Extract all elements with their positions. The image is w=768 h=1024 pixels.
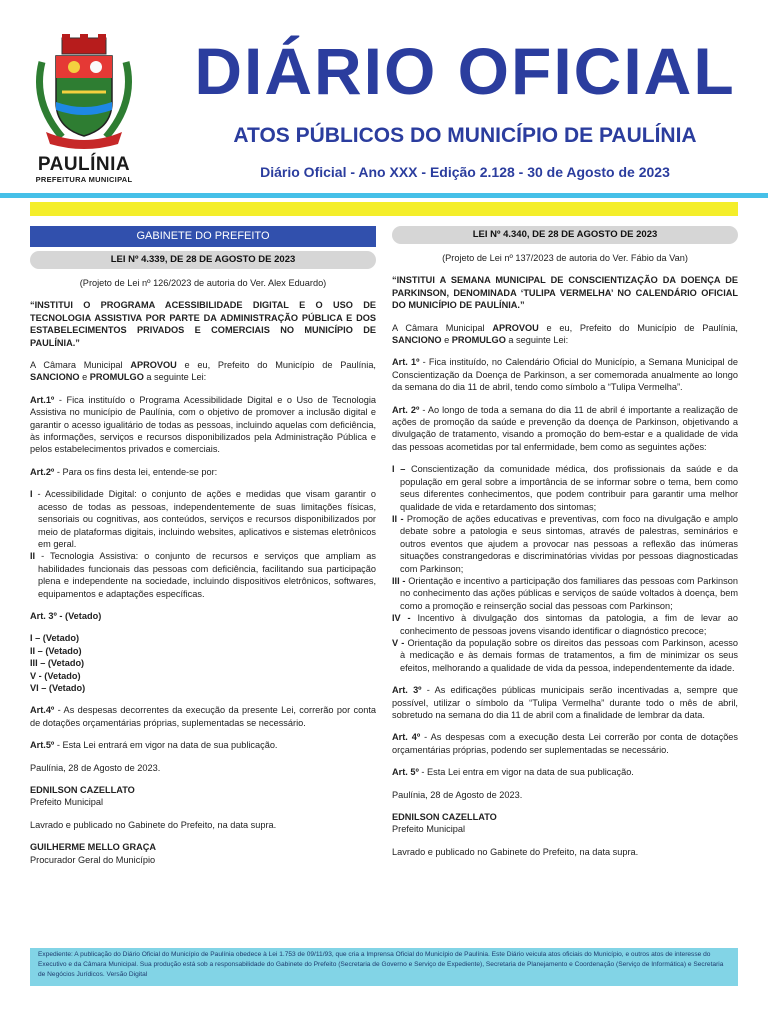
law-ementa: “INSTITUI A SEMANA MUNICIPAL DE CONSCIENTIZAÇÃO DA DOENÇA DE PARKINSON, DENOMINADA ‘TULIPA VERMELHA’ NO CALENDÁRIO OFICIAL DO MUNICÍPIO DE PAULÍNIA.” xyxy=(392,275,738,311)
law-intro: A Câmara Municipal APROVOU e eu, Prefeito do Município de Paulínia, SANCIONO e PROMULGO a seguinte Lei: xyxy=(392,322,738,346)
law-project: (Projeto de Lei nº 126/2023 de autoria do Ver. Alex Eduardo) xyxy=(79,278,327,288)
logo-subtitle: PREFEITURA MUNICIPAL xyxy=(35,175,133,184)
law-date: Paulínia, 28 de Agosto de 2023. xyxy=(392,789,523,800)
signature-mayor: EDNILSON CAZELLATO Prefeito Municipal xyxy=(30,785,135,808)
coat-of-arms-icon xyxy=(32,32,136,150)
signature-mayor: EDNILSON CAZELLATO Prefeito Municipal xyxy=(392,812,497,835)
list-item: V - Orientação da população sobre os direitos das pessoas com Parkinson, acesso à medicação e às demais formas de tratamentos, a fim de minimizar os seus efeitos, melhorando a qualidade de vida da pessoa, independentemente da idade. xyxy=(392,637,738,673)
article-3: Art. 3º - As edificações públicas municipais serão incentivadas a, sempre que possível, utilizar o símbolo da “Tulipa Vermelha” durante todo o mês de abril, sobretudo na semana do dia 11 de abril com a finalidade de lembrar da data. xyxy=(392,685,738,720)
list-item: VI – (Vetado) xyxy=(30,682,86,693)
law-title: LEI Nº 4.339, DE 28 DE AGOSTO DE 2023 xyxy=(30,251,376,269)
header-blue-stripe xyxy=(0,193,768,198)
article-3: Art. 3º - (Vetado) xyxy=(30,610,102,621)
article-5: Art. 5º - Esta Lei entra em vigor na data de sua publicação. xyxy=(392,767,634,778)
list-item: I – (Vetado) xyxy=(30,633,80,644)
expediente-footer: Expediente: A publicação do Diário Oficial do Município de Paulínia obedece à Lei 1.753 de 09/11/93, que cria a Imprensa Oficial do Município de Paulínia. Este Diário veicula atos oficiais do Município, e outros atos de interesse do Executivo e da Câmara Municipal. Sua produção está sob a responsabilidade do Gabinete do Prefeito (Secretaria de Governo e Serviço de Expediente), Secretaria de Planejamento e Coordenação (Serviço de Informática) e Secretaria de Negócios Jurídicos. Versão Digital xyxy=(30,948,738,986)
article-1: Art. 1º - Fica instituído, no Calendário Oficial do Município, a Semana Municipal de Conscientização da Doença de Parkinson, a ser comemorada anualmente ao longo da semana do dia 11 de abril, tendo como símbolo a “Tulipa Vermelha”. xyxy=(392,357,738,393)
list-item: I – Conscientização da comunidade médica, dos profissionais da saúde e da população em geral sobre a importância de se informar sobre o tema, bem como seus diferentes conhecimentos, que podem contribuir para garantir uma melhor qualidade de vida e retardamento dos sintomas; xyxy=(392,464,739,512)
publication-note: Lavrado e publicado no Gabinete do Prefeito, na data supra. xyxy=(30,819,277,830)
left-column xyxy=(30,226,376,876)
law-title: LEI Nº 4.340, DE 28 DE AGOSTO DE 2023 xyxy=(392,226,738,244)
publication-title: DIÁRIO OFICIAL xyxy=(194,34,736,108)
article-1: Art.1º - Fica instituído o Programa Acessibilidade Digital e o Uso de Tecnologia Assistiva no município de Paulínia, com o objetivo de promover a inclusão digital e garantir o acesso igualitário de todas as pessoas, incluindo aquelas com deficiência, às informações, serviços e recursos disponibilizados pela Administração Pública e pelos estabelecimentos privados e comerciais. xyxy=(30,394,376,455)
law-date: Paulínia, 28 de Agosto de 2023. xyxy=(30,762,161,773)
law-ementa: “INSTITUI O PROGRAMA ACESSIBILIDADE DIGITAL E O USO DE TECNOLOGIA ASSISTIVA POR PARTE DA ADMINISTRAÇÃO PÚBLICA E DOS ESTABELECIMENTOS PRIVADOS E COMERCIAIS NO MUNICÍPIO DE PAULÍNIA.” xyxy=(30,300,376,348)
article-4: Art.4º - As despesas decorrentes da execução da presente Lei, correrão por conta de dotações orçamentárias próprias, suplementadas se necessário. xyxy=(30,705,376,728)
list-item: II - Promoção de ações educativas e preventivas, com foco na divulgação e amplo debate sobre a patologia e seus sintomas, através de palestras, seminários e outros eventos que ajudem a provocar nas pessoas a reflexão das inúmeras situações constrangedoras e discriminatórias vividas por pessoas diagnosticadas com Parkinson; xyxy=(392,513,739,574)
article-2-list xyxy=(392,463,738,674)
list-item: III – (Vetado) xyxy=(30,658,85,669)
list-item: V - (Vetado) xyxy=(30,670,81,681)
article-2: Art.2º - Para os fins desta lei, entende-se por: xyxy=(30,466,218,477)
publication-subtitle: ATOS PÚBLICOS DO MUNICÍPIO DE PAULÍNIA xyxy=(233,124,697,147)
municipal-logo xyxy=(28,32,140,187)
article-2-list xyxy=(30,488,376,600)
article-4: Art. 4º - As despesas com a execução desta Lei correrão por conta de dotações orçamentárias próprias, podendo ser suplementadas se necessário. xyxy=(392,732,739,755)
article-5: Art.5º - Esta Lei entrará em vigor na data de sua publicação. xyxy=(30,740,278,751)
edition-line: Diário Oficial - Ano XXX - Edição 2.128 - 30 de Agosto de 2023 xyxy=(260,164,670,180)
list-item: I - Acessibilidade Digital: o conjunto de ações e medidas que visam garantir o acesso de todas as pessoas, independentemente de suas limitações físicas, sensoriais ou cognitivas, aos conteúdos, serviços e recursos disponibilizados por meio de plataformas digitais, incluindo websites, aplicativos e sistemas eletrônicos em geral. xyxy=(30,489,376,549)
list-item: IV - Incentivo à divulgação dos sintomas da patologia, a fim de levar ao conhecimento de pessoas jovens visando identificar o diagnóstico precoce; xyxy=(392,613,738,636)
law-project: (Projeto de Lei nº 137/2023 de autoria do Ver. Fábio da Van) xyxy=(442,253,688,263)
list-item: II - Tecnologia Assistiva: o conjunto de recursos e serviços que ampliam as habilidades funcionais das pessoas com deficiência, facilitando sua participação plena e independente na sociedade, incluindo dispositivos eletrônicos, softwares, equipamentos e adaptações específicas. xyxy=(30,551,376,599)
article-3-list xyxy=(30,632,376,694)
law-intro: A Câmara Municipal APROVOU e eu, Prefeito do Município de Paulínia, SANCIONO e PROMULGO a seguinte Lei: xyxy=(30,360,376,383)
masthead xyxy=(0,0,768,195)
publication-note: Lavrado e publicado no Gabinete do Prefeito, na data supra. xyxy=(392,846,639,857)
list-item: III - Orientação e incentivo a participação dos familiares das pessoas com Parkinson no conhecimento das ações públicas e serviços de saúde voltados à doença, bem como a promoção e reinserção social das pessoas com Parkinson; xyxy=(392,575,738,611)
article-2: Art. 2º - Ao longo de toda a semana do dia 11 de abril é importante a realização de ações de promoção da saúde e prevenção da doença de Parkinson, objetivando a divulgação de tratamento, visando a promoção do bem-estar e a qualidade de vida das pessoas acometidas por tal enfermidade, bem como as seguintes ações: xyxy=(392,404,738,452)
list-item: II – (Vetado) xyxy=(30,645,82,656)
logo-city-name: PAULÍNIA xyxy=(37,154,131,175)
header-yellow-stripe xyxy=(30,202,738,216)
right-column xyxy=(392,226,738,868)
signature-attorney: GUILHERME MELLO GRAÇA Procurador Geral do Município xyxy=(30,842,157,865)
section-header: GABINETE DO PREFEITO xyxy=(30,226,376,247)
